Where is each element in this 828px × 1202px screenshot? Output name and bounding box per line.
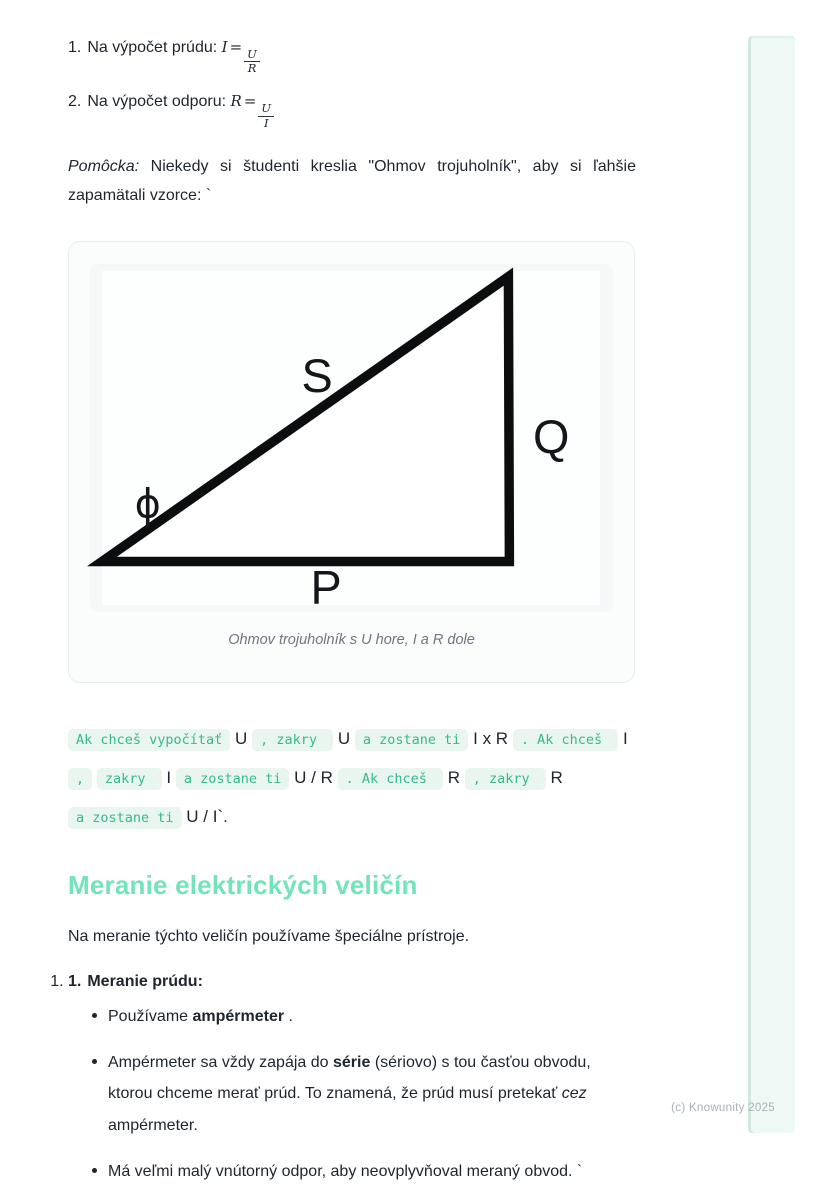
section-heading: Meranie elektrických veličín (68, 870, 418, 901)
bullet-item (90, 1156, 610, 1187)
figure-card (68, 241, 635, 683)
list-text: Na výpočet odporu: (87, 93, 227, 111)
text-run: U / R (294, 768, 333, 788)
text-run: Používame (108, 1008, 193, 1026)
formula-lhs: R (230, 92, 242, 111)
inline-code-chip: a zostane ti (355, 729, 469, 751)
text-run: (sériovo) s tou časťou obvodu, ktorou chceme merať prúd. To znamená, že prúd musí pretekať (108, 1054, 591, 1103)
copyright-footer: (c) Knowunity 2025 (671, 1102, 775, 1114)
bullet-list (68, 1001, 636, 1187)
list-item (68, 90, 636, 129)
numerator: U (244, 48, 260, 62)
label-hypotenuse: S (301, 350, 333, 403)
list-text: Na výpočet prúdu: (87, 39, 218, 56)
label-angle-phi: ϕ (134, 481, 161, 528)
text-run: I (166, 768, 172, 788)
formula (221, 38, 260, 76)
text-run: / I`. (203, 807, 228, 827)
label-right-side: Q (533, 411, 570, 464)
inline-code-chip: , zakry (252, 729, 333, 751)
pomocka-text: Niekedy si študenti kreslia "Ohmov trojuholník", aby si ľahšie zapamätali vzorce: ` (68, 157, 636, 205)
inline-code-chip: Ak chceš vypočítať (68, 729, 230, 751)
fraction (258, 102, 274, 129)
equals-sign: = (229, 38, 243, 56)
text-run: I (622, 729, 628, 749)
inline-code-chip: , (68, 768, 92, 790)
formula (230, 92, 275, 130)
triangle-image (90, 264, 613, 612)
text-run: U (235, 729, 248, 749)
text-run: ampérmeter (192, 1008, 285, 1026)
main-content (68, 36, 636, 1202)
formula-list (68, 36, 636, 130)
pomocka-paragraph (68, 152, 636, 211)
denominator: R (247, 61, 257, 76)
formula-lhs: I (221, 38, 228, 56)
right-margin-highlight-bar (748, 36, 795, 1133)
intro-paragraph: Na meranie týchto veličín používame špeciálne prístroje. (68, 928, 470, 946)
inline-code-paragraph (68, 720, 648, 837)
measurement-list (68, 973, 636, 1187)
equals-sign: = (243, 92, 257, 111)
text-run: U (186, 807, 199, 827)
measurement-item (68, 973, 636, 1187)
text-run: I x R (473, 729, 509, 749)
label-bottom: P (310, 561, 342, 614)
inline-code-chip: . Ak chceš (513, 729, 618, 751)
inline-code-chip: zakry (97, 768, 162, 790)
text-run: R (447, 768, 461, 788)
text-run: R (550, 768, 563, 788)
text-run: U (337, 729, 351, 749)
measurement-title: Meranie prúdu: (87, 973, 203, 991)
bullet-item (90, 1001, 610, 1032)
bullet-item (90, 1047, 610, 1141)
pomocka-lead: Pomôcka: (68, 157, 140, 175)
inline-code-chip: a zostane ti (68, 807, 182, 829)
inline-code-chip: . Ak chceš (338, 768, 443, 790)
text-run: série (333, 1054, 371, 1072)
fraction (244, 48, 260, 75)
text-run: Ampérmeter sa vždy zapája do (108, 1054, 333, 1072)
list-item (68, 36, 636, 75)
numerator: U (258, 102, 274, 116)
text-run: ampérmeter. (108, 1116, 198, 1134)
figure-caption: Ohmov trojuholník s U hore, I a R dole (228, 632, 475, 649)
text-run: Má veľmi malý vnútorný odpor, aby neovplyvňoval meraný obvod. ` (108, 1162, 583, 1180)
inline-code-chip: , zakry (465, 768, 546, 790)
denominator: I (264, 115, 269, 130)
text-run: cez (561, 1085, 587, 1103)
list-number: 1. (68, 39, 82, 56)
list-number: 1. (68, 973, 82, 991)
list-number: 2. (68, 93, 82, 111)
ohm-triangle-drawing (90, 264, 613, 612)
inline-code-chip: a zostane ti (176, 768, 290, 790)
text-run: . (288, 1008, 293, 1026)
